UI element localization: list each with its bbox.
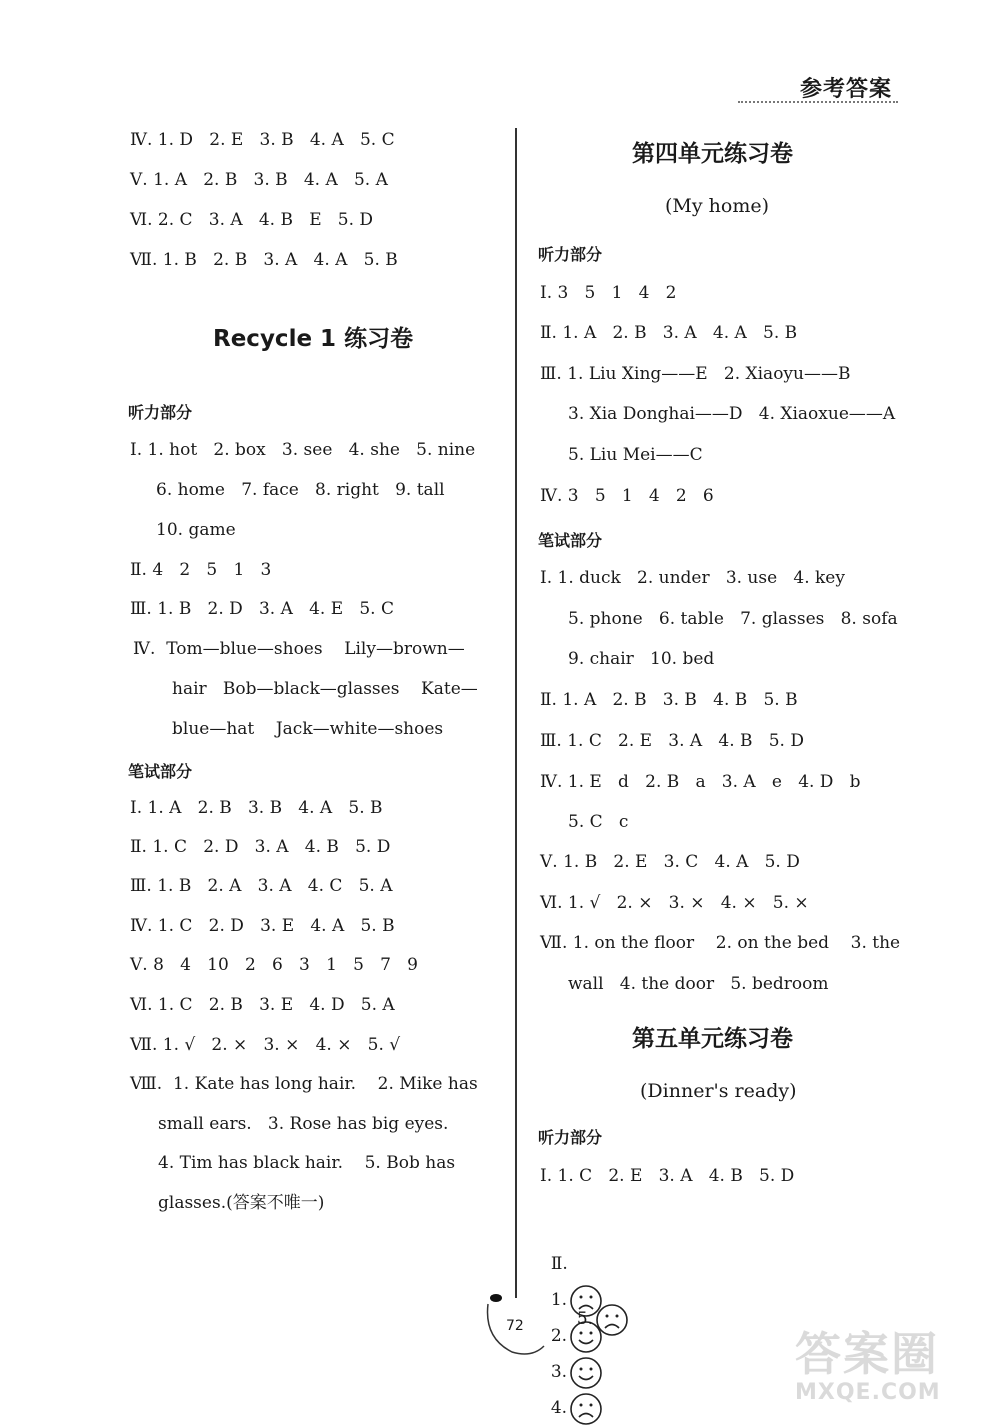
answer-line: Ⅳ. 1. C 2. D 3. E 4. A 5. B xyxy=(130,916,395,936)
answer-line: Ⅵ. 1. √ 2. × 3. × 4. × 5. × xyxy=(540,893,809,913)
answer-line: Ⅰ. 1. C 2. E 3. A 4. B 5. D xyxy=(540,1166,795,1186)
answer-line: Ⅰ. 1. A 2. B 3. B 4. A 5. B xyxy=(130,798,383,818)
answer-line: 3. Xia Donghai——D 4. Xiaoxue——A xyxy=(568,404,896,424)
watermark-logo-text: 答案圈 xyxy=(795,1327,939,1381)
unit5-subtitle: (Dinner's ready) xyxy=(640,1080,797,1102)
item-num: 3. xyxy=(550,1362,568,1382)
listening-section-label: 听力部分 xyxy=(538,245,603,264)
answer-line: Ⅵ. 1. C 2. B 3. E 4. D 5. A xyxy=(130,995,395,1015)
answer-line: Ⅶ. 1. on the floor 2. on the bed 3. the xyxy=(540,933,901,953)
item-num: 2. xyxy=(550,1326,568,1346)
answer-line: Ⅲ. 1. Liu Xing——E 2. Xiaoyu——B xyxy=(540,364,851,384)
item-num: 5. xyxy=(576,1309,594,1329)
unit4-subtitle: (My home) xyxy=(665,195,769,217)
answer-line: Ⅰ. 1. duck 2. under 3. use 4. key xyxy=(540,568,845,588)
item-prefix: Ⅱ. xyxy=(550,1254,568,1274)
column-divider xyxy=(515,128,517,1298)
answer-line: Ⅶ. 1. √ 2. × 3. × 4. × 5. √ xyxy=(130,1035,401,1055)
answer-line: 4. Tim has black hair. 5. Bob has xyxy=(158,1153,456,1173)
writing-section-label: 笔试部分 xyxy=(128,762,193,781)
answer-line: 5. phone 6. table 7. glasses 8. sofa xyxy=(568,609,898,629)
answer-line: 5. C c xyxy=(568,812,629,832)
answer-line: Ⅴ. 8 4 10 2 6 3 1 5 7 9 xyxy=(130,955,418,975)
answer-line: Ⅲ. 1. C 2. E 3. A 4. B 5. D xyxy=(540,731,804,751)
answer-line: wall 4. the door 5. bedroom xyxy=(568,974,829,994)
faces-row xyxy=(566,1265,643,1337)
item-num: 4. xyxy=(550,1398,568,1418)
sad-face-icon xyxy=(595,1303,629,1337)
answer-line: Ⅴ. 1. A 2. B 3. B 4. A 5. A xyxy=(130,170,388,190)
answer-line: 6. home 7. face 8. right 9. tall xyxy=(156,480,445,500)
answer-line: 5. Liu Mei——C xyxy=(568,445,703,465)
answer-line: Ⅱ. 1. A 2. B 3. A 4. A 5. B xyxy=(540,323,798,343)
answer-line: Ⅳ. Tom—blue—shoes Lily—brown— xyxy=(133,639,465,659)
happy-face-icon xyxy=(569,1356,603,1390)
answer-line: Ⅴ. 1. B 2. E 3. C 4. A 5. D xyxy=(540,852,800,872)
answer-line: hair Bob—black—glasses Kate— xyxy=(172,679,478,699)
answer-line: Ⅳ. 3 5 1 4 2 6 xyxy=(540,486,714,506)
answer-line: Ⅷ. 1. Kate has long hair. 2. Mike has xyxy=(130,1074,478,1094)
header-dotted-rule xyxy=(738,101,898,103)
page-header-title: 参考答案 xyxy=(800,77,893,102)
listening-section-label: 听力部分 xyxy=(538,1128,603,1147)
page-number: 72 xyxy=(506,1318,524,1334)
answer-line: Ⅰ. 3 5 1 4 2 xyxy=(540,283,677,303)
answer-line: 10. game xyxy=(156,520,236,540)
unit4-title: 第四单元练习卷 xyxy=(632,141,793,167)
watermark xyxy=(795,1318,941,1405)
unit5-title: 第五单元练习卷 xyxy=(632,1026,793,1052)
answer-line: glasses.(答案不唯一) xyxy=(158,1193,325,1213)
sad-face-icon xyxy=(569,1392,603,1426)
answer-line: Ⅱ. 1. A 2. B 3. B 4. B 5. B xyxy=(540,690,798,710)
answer-line: Ⅳ. 1. D 2. E 3. B 4. A 5. C xyxy=(130,130,395,150)
item-num: 1. xyxy=(550,1290,568,1310)
answer-line: Ⅲ. 1. B 2. D 3. A 4. E 5. C xyxy=(130,599,394,619)
answer-line: Ⅵ. 2. C 3. A 4. B E 5. D xyxy=(130,210,374,230)
answer-line: Ⅶ. 1. B 2. B 3. A 4. A 5. B xyxy=(130,250,398,270)
answer-line: Ⅱ. 4 2 5 1 3 xyxy=(130,560,272,580)
recycle-title: Recycle 1 练习卷 xyxy=(213,326,414,352)
answer-line: Ⅳ. 1. E d 2. B a 3. A e 4. D b xyxy=(540,772,861,792)
answer-line: small ears. 3. Rose has big eyes. xyxy=(158,1114,449,1134)
answer-line: 9. chair 10. bed xyxy=(568,649,715,669)
answer-line: Ⅱ. 1. C 2. D 3. A 4. B 5. D xyxy=(130,837,391,857)
listening-section-label: 听力部分 xyxy=(128,403,193,422)
writing-section-label: 笔试部分 xyxy=(538,531,603,550)
answer-line: blue—hat Jack—white—shoes xyxy=(172,719,444,739)
answer-line: Ⅰ. 1. hot 2. box 3. see 4. she 5. nine xyxy=(130,440,476,460)
answer-line: Ⅲ. 1. B 2. A 3. A 4. C 5. A xyxy=(130,876,393,896)
watermark-url: MXQE.COM xyxy=(795,1380,941,1405)
